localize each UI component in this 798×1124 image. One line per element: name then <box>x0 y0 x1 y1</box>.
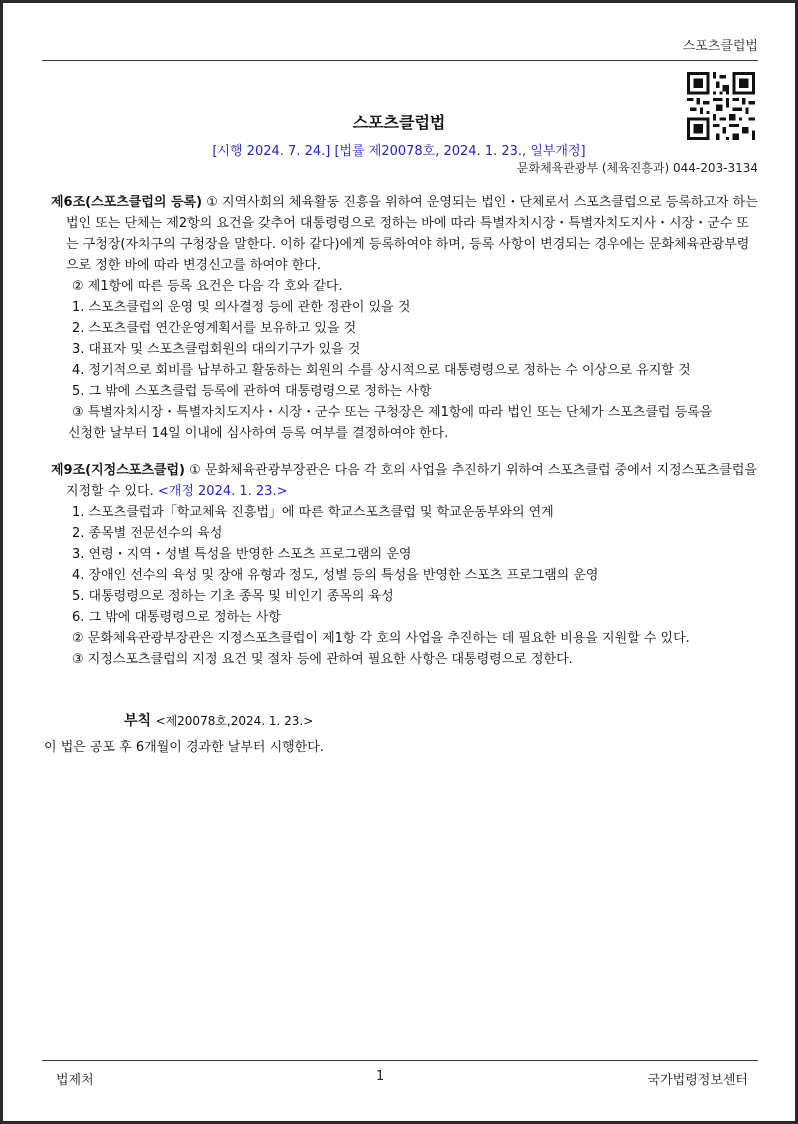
article-6-para-3-cont: 신청한 날부터 14일 이내에 심사하여 등록 여부를 결정하여야 한다. <box>68 426 449 441</box>
article-6-heading: 제6조(스포츠클럽의 등록) <box>51 195 203 210</box>
addenda-heading <box>124 710 313 730</box>
article-6-para-3: ③ 특별자치시장・특별자치도지사・시장・군수 또는 구청장은 제1항에 따라 법인 또는 단체가 스포츠클럽 등록을 <box>72 405 713 420</box>
list-item: 3. 대표자 및 스포츠클럽회원의 대의기구가 있을 것 <box>72 342 361 357</box>
list-item: 2. 스포츠클럽 연간운영계획서를 보유하고 있을 것 <box>72 321 357 336</box>
article-9-heading: 제9조(지정스포츠클럽) <box>51 463 185 478</box>
addenda-title: 부칙 <box>124 713 152 729</box>
list-item: 5. 대통령령으로 정하는 기초 종목 및 비인기 종목의 육성 <box>72 589 394 604</box>
addenda-reference: <제20078호,2024. 1. 23.> <box>155 714 314 728</box>
running-title: 스포츠클럽법 <box>682 39 758 54</box>
page-number: 1 <box>376 1069 385 1084</box>
article-6 <box>48 192 760 444</box>
list-item: 4. 정기적으로 회비를 납부하고 활동하는 회원의 수를 상시적으로 대통령령으로 정하는 수 이상으로 유지할 것 <box>72 363 691 378</box>
list-item: 1. 스포츠클럽과「학교체육 진흥법」에 따른 학교스포츠클럽 및 학교운동부와의 연계 <box>72 505 554 520</box>
footer-publisher: 국가법령정보센터 <box>647 1073 748 1088</box>
list-item: 6. 그 밖에 대통령령으로 정하는 사항 <box>72 610 281 625</box>
article-6-para-2: ② 제1항에 따른 등록 요건은 다음 각 호와 같다. <box>72 279 343 294</box>
list-item: 4. 장애인 선수의 육성 및 장애 유형과 정도, 성별 등의 특성을 반영한 스포츠 프로그램의 운영 <box>72 568 599 583</box>
document-title: 스포츠클럽법 <box>352 113 446 132</box>
list-item: 5. 그 밖에 스포츠클럽 등록에 관하여 대통령령으로 정하는 사항 <box>72 384 432 399</box>
footer-source: 법제처 <box>56 1073 94 1088</box>
article-9 <box>48 460 760 670</box>
list-item: 2. 종목별 전문선수의 육성 <box>72 526 223 541</box>
page-footer <box>42 1060 758 1091</box>
addenda-body: 이 법은 공포 후 6개월이 경과한 날부터 시행한다. <box>44 740 324 755</box>
list-item: 1. 스포츠클럽의 운영 및 의사결정 등에 관한 정관이 있을 것 <box>72 300 411 315</box>
list-item: 3. 연령・지역・성별 특성을 반영한 스포츠 프로그램의 운영 <box>72 547 412 562</box>
article-9-para-2: ② 문화체육관광부장관은 지정스포츠클럽이 제1항 각 호의 사업을 추진하는 데 필요한 비용을 지원할 수 있다. <box>72 631 690 646</box>
amendment-note[interactable]: <개정 2024. 1. 23.> <box>157 484 288 499</box>
article-6-para-1: 제6조(스포츠클럽의 등록) ① 지역사회의 체육활동 진흥을 위하여 운영되는 법인・단체로서 스포츠클럽으로 등록하고자 하는 법인 또는 단체는 제2항의 요건을 갖추어 대통령령으로 정하는 바에 따라 특별자치시장・특별자치도지사・시장・군수 또는 구청장(자치구의 구청장을 말한다. 이하 같다)에게 등록하여야 하며, 등록 사항이 변경되는 경우에는 문화체육관광부령으로 정한 바에 따라 변경신고를 하여야 한다. <box>51 195 758 273</box>
ministry-contact: 문화체육관광부 (체육진흥과) 044-203-3134 <box>516 161 758 175</box>
enforcement-info[interactable]: [시행 2024. 7. 24.] [법률 제20078호, 2024. 1. 23., 일부개정] <box>212 144 586 159</box>
article-9-para-1: 제9조(지정스포츠클럽) ① 문화체육관광부장관은 다음 각 호의 사업을 추진하기 위하여 스포츠클럽 중에서 지정스포츠클럽을 지정할 수 있다. <개정 2024. 1. 23.> <box>51 463 757 499</box>
running-header <box>42 40 758 61</box>
article-9-para-3: ③ 지정스포츠클럽의 지정 요건 및 절차 등에 관하여 필요한 사항은 대통령령으로 정한다. <box>72 652 573 667</box>
